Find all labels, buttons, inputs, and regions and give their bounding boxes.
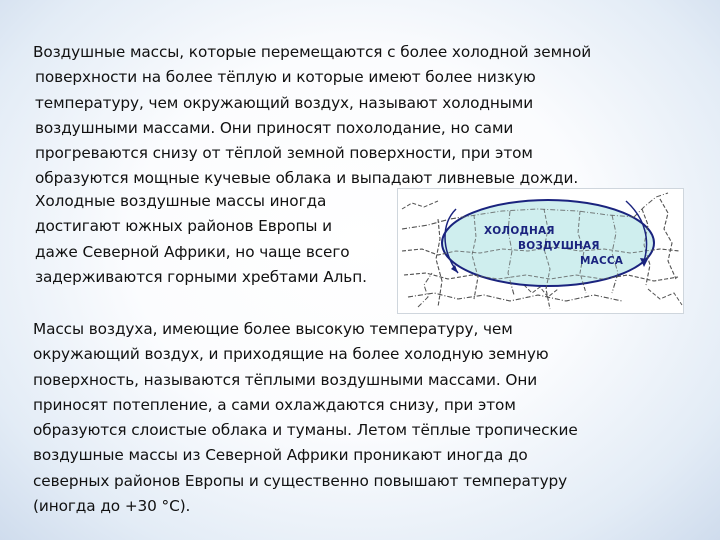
cold-air-reach-paragraph bbox=[35, 189, 395, 290]
map-border-line bbox=[660, 199, 676, 279]
text-line: поверхности на более тёплую и которые имеют более низкую bbox=[35, 68, 536, 87]
map-label-cold: ХОЛОДНАЯ bbox=[484, 225, 555, 237]
warm-air-masses-paragraph bbox=[33, 317, 693, 519]
cold-air-masses-paragraph bbox=[33, 40, 683, 192]
text-line: приносят потепление, а сами охлаждаются снизу, при этом bbox=[33, 395, 516, 414]
text-line: температуру, чем окружающий воздух, называют холодными bbox=[35, 93, 534, 112]
cold-air-mass-map bbox=[397, 188, 684, 314]
text-line: (иногда до +30 °C). bbox=[33, 497, 191, 516]
text-line: образуются слоистые облака и туманы. Летом тёплые тропические bbox=[33, 421, 578, 440]
text-line: Массы воздуха, имеющие более высокую температуру, чем bbox=[33, 320, 513, 338]
text-line: воздушными массами. Они приносят похолодание, но сами bbox=[35, 118, 514, 137]
text-line: образуются мощные кучевые облака и выпадают ливневые дожди. bbox=[35, 169, 579, 188]
text-line: поверхность, называются тёплыми воздушными массами. Они bbox=[33, 370, 538, 389]
map-label-air: ВОЗДУШНАЯ bbox=[518, 240, 600, 252]
map-border-line bbox=[660, 199, 676, 279]
map-border-line bbox=[408, 293, 622, 301]
text-line: задерживаются горными хребтами Альп. bbox=[35, 267, 367, 286]
map-border-line bbox=[418, 273, 432, 307]
map-border-line bbox=[402, 201, 438, 209]
text-line: Холодные воздушные массы иногда bbox=[35, 192, 327, 210]
map-label-mass: МАССА bbox=[580, 255, 624, 267]
text-line: северных районов Европы и существенно повышают температуру bbox=[33, 471, 568, 490]
text-line: прогреваются снизу от тёплой земной поверхности, при этом bbox=[35, 144, 533, 163]
text-line: достигают южных районов Европы и bbox=[35, 217, 332, 236]
map-border-line bbox=[648, 289, 682, 305]
text-line: воздушные массы из Северной Африки проникают иногда до bbox=[33, 446, 528, 465]
text-line: Воздушные массы, которые перемещаются с более холодной земной bbox=[33, 43, 592, 61]
text-line: даже Северной Африки, но чаще всего bbox=[35, 242, 350, 261]
text-line: окружающий воздух, и приходящие на более холодную земную bbox=[33, 345, 549, 364]
